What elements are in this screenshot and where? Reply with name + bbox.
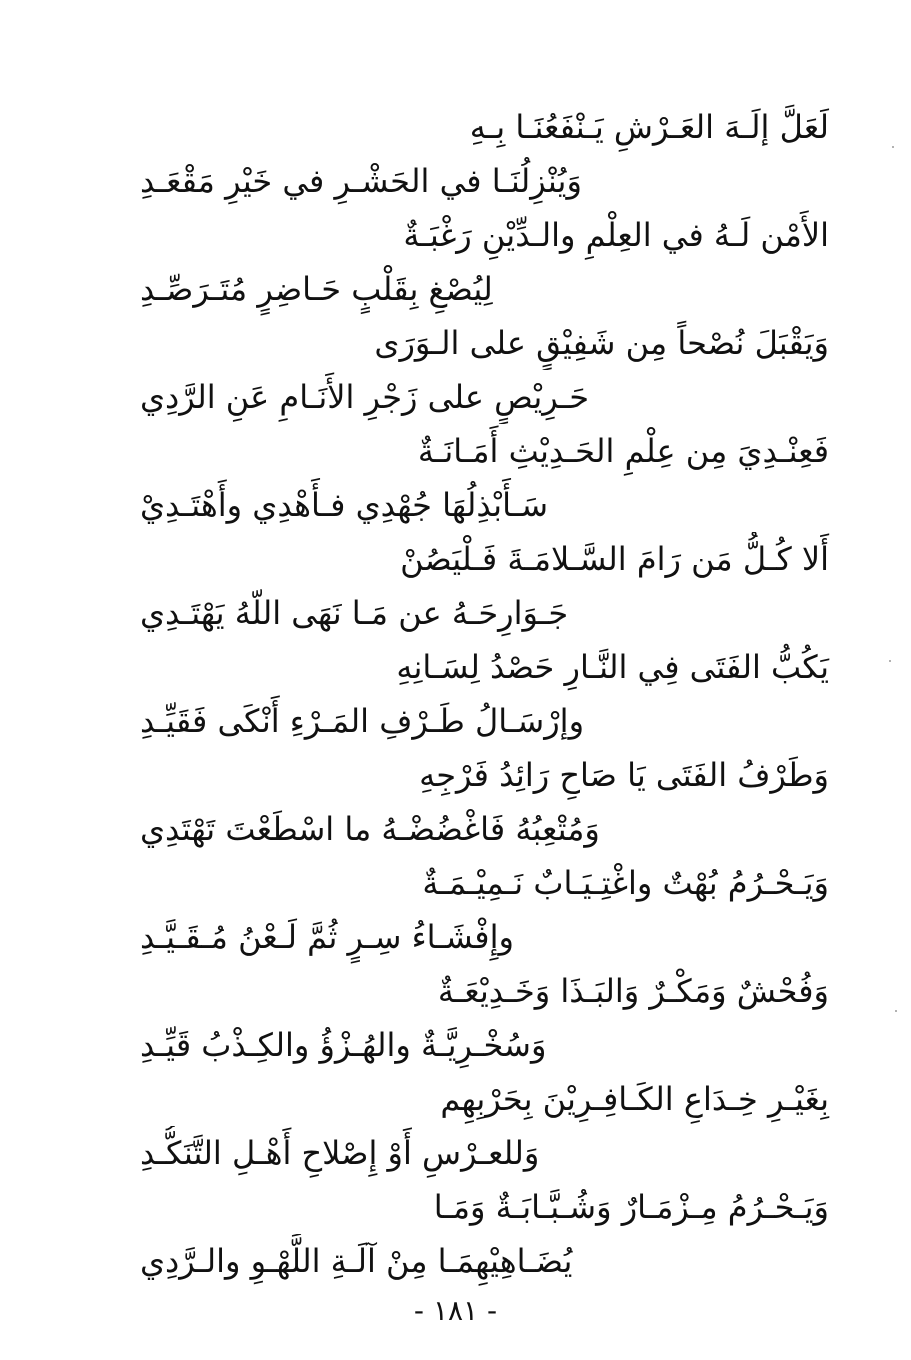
verse-line: وَفُحْشٌ وَمَكْـرٌ وَالبَـذَا وَخَـدِيْعَـةٌ [437,972,829,1010]
verse-line: حَـرِيْصٍ على زَجْرِ الأَنَـامِ عَنِ الرَّدِي [140,378,590,416]
verse-line: وَيَـحْـرُمُ مِـزْمَـارٌ وَشُـبَّـابَـةٌ وَمَـا [433,1188,829,1226]
scan-speck [889,660,891,662]
verse-line: وَسُخْـرِيَّـةٌ والهُـزْؤُ والكِـذْبُ قَيِّـدِ [140,1026,547,1064]
page-number: - ١٨١ - [413,1294,498,1327]
verse-line: وَيُنْزِلُنَـا في الحَشْـرِ في خَيْرِ مَقْعَـدِ [140,162,582,200]
verse-line: لِيُصْغِ بِقَلْبٍ حَـاضِرٍ مُتَـرَصِّـدِ [140,270,493,308]
verse-line: وَيَـحْـرُمُ بُهْتٌ واغْتِـيَـابٌ نَـمِيْـمَـةٌ [422,864,829,902]
verse-line: يُضَـاهِيْهِمَـا مِنْ آلَـةِ اللَّهْـوِ والـرَّدِي [140,1242,573,1280]
verse-line: جَـوَارِحَـهُ عن مَـا نَهَى اللّهُ يَهْتَـدِي [140,594,569,632]
verse-line: وَطَرْفُ الفَتَى يَا صَاحِ رَائِدُ فَرْجِهِ [419,756,829,794]
verse-line: سَـأَبْذِلُهَا جُهْدِي فـأَهْدِي وأَهْتَـدِيْ [140,486,549,524]
verse-line: وَمُتْعِبُهُ فَاغْضُضْـهُ ما اسْطَعْتَ تَهْتَدِي [140,810,600,848]
verse-line: لَعَلَّ إلَـهَ العَـرْشِ يَـنْفَعُنَـا بِـهِ [469,108,829,146]
scan-speck [895,1010,897,1012]
scan-speck [892,146,894,148]
verse-line: وَيَقْبَلَ نُصْحاً مِن شَفِيْقٍ على الـوَرَى [374,324,829,362]
verse-line: الأَمْن لَـهُ في العِلْمِ والـدِّيْنِ رَغْبَـةٌ [403,216,829,254]
verse-line: فَعِنْـدِيَ مِن عِلْمِ الحَـدِيْثِ أَمَـانَـةٌ [417,432,829,470]
verse-line: أَلا كُـلُّ مَن رَامَ السَّـلامَـةَ فَـلْيَصُنْ [400,540,829,578]
verse-line: يَكُبُّ الفَتَى فِي النَّـارِ حَصْدُ لِسَـانِهِ [396,648,829,686]
verse-line: وَللعـرْسِ أَوْ إِصْلاحِ أَهْـلِ التَّنَكُّـدِ [140,1134,540,1172]
poem-verses [120,100,835,1288]
verse-line: وإِفْشَـاءُ سِـرٍ ثُمَّ لَـعْنُ مُـقَـيَّـدِ [140,918,514,956]
verse-line: وإرْسَـالُ طَـرْفِ المَـرْءِ أَنْكَى فَقَيِّـدِ [140,702,585,740]
verse-line: بِغَيْـرِ خِـدَاعِ الكَـافِـرِيْنَ بِحَرْبِهِم [440,1080,829,1118]
